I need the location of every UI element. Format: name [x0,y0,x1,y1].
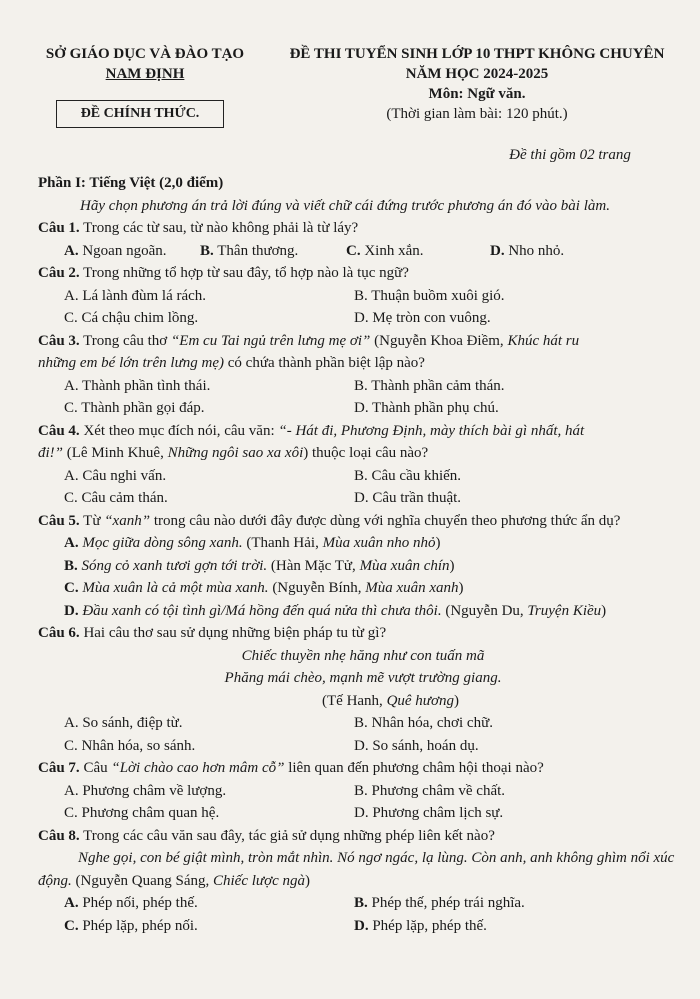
q3-options-row1 [38,375,688,398]
q1-label: Câu 1. [38,220,80,236]
q6-options-row2 [38,735,688,758]
time-limit: (Thời gian làm bài: 120 phút.) [386,106,568,122]
q2-options-row2 [38,307,688,330]
q8-option-d: D. Phép lặp, phép thế. [354,917,487,934]
q4-option-a: A. Câu nghi vấn. [64,467,167,484]
poem-line-1: Chiếc thuyền nhẹ hăng như con tuấn mã [241,647,485,664]
q8-passage: Nghe gọi, con bé giật mình, tròn mắt nhìn. Nó ngơ ngác, lạ lùng. Còn anh, anh không ghìm nổi xúc động. (Nguyễn Quang Sáng, Chiếc lược ngà) [38,850,675,889]
question-6: Câu 6. Hai câu thơ sau sử dụng những biện pháp tu từ gì? [38,625,387,641]
q8-option-c: C. Phép lặp, phép nối. [64,917,198,934]
q1-option-b: B. Thân thương. [200,242,299,259]
question-8: Câu 8. Trong các câu văn sau đây, tác giả sử dụng những phép liên kết nào? [38,827,495,844]
q8-option-b: B. Phép thế, phép trái nghĩa. [354,895,525,911]
header-right [262,44,692,124]
q1-options [38,240,688,263]
question-4: Câu 4. Xét theo mục đích nói, câu văn: “- Hát đi, Phương Định, mày thích bài gì nhất, hát [38,422,585,439]
q4-options-row1 [38,465,688,488]
q3-option-c: C. Thành phần gọi đáp. [64,400,205,416]
q7-options-row1 [38,780,688,803]
department-name: SỞ GIÁO DỤC VÀ ĐÀO TẠO [45,46,245,62]
page-count-note: Đề thi gồm 02 trang [509,147,631,163]
question-3: Câu 3. Trong câu thơ “Em cu Tai ngủ trên lưng mẹ ơi” (Nguyễn Khoa Điềm, Khúc hát ru [38,332,580,349]
q3-option-a: A. Thành phần tình thái. [64,377,211,394]
q5-option-a: A. Mọc giữa dòng sông xanh. (Thanh Hải, Mùa xuân nho nhỏ) [64,535,441,551]
q7-option-d: D. Phương châm lịch sự. [354,805,504,821]
poem-line-2: Phăng mái chèo, mạnh mẽ vượt trường giang. [224,670,502,686]
q6-option-c: C. Nhân hóa, so sánh. [64,737,196,754]
poem-source: (Tế Hanh, Quê hương) [322,692,459,709]
part1-instruction: Hãy chọn phương án trả lời đúng và viết chữ cái đứng trước phương án đó vào bài làm. [80,197,610,214]
q6-option-a: A. So sánh, điệp từ. [64,715,183,731]
q6-option-b: B. Nhân hóa, chơi chữ. [354,715,493,731]
header-left [30,44,260,84]
q2-option-b: B. Thuận buồm xuôi gió. [354,287,505,304]
question-3-cont: những em bé lớn trên lưng mẹ) có chứa thành phần biệt lập nào? [38,355,425,371]
q5-option-b: B. Sóng cỏ xanh tươi gợn tới trời. (Hàn Mặc Tử, Mùa xuân chín) [64,557,455,574]
exam-body [38,172,688,937]
part1-title: Phần I: Tiếng Việt (2,0 điểm) [38,175,224,191]
q4-options-row2 [38,487,688,510]
question-4-cont: đi!” (Lê Minh Khuê, Những ngôi sao xa xôi) thuộc loại câu nào? [38,445,429,461]
q7-option-c: C. Phương châm quan hệ. [64,805,220,821]
q3-option-d: D. Thành phần phụ chú. [354,400,499,416]
school-year: NĂM HỌC 2024-2025 [405,66,549,82]
q5-option-c: C. Mùa xuân là cả một mùa xanh. (Nguyễn Bính, Mùa xuân xanh) [64,580,464,596]
q8-option-a: A. Phép nối, phép thế. [64,895,198,911]
q4-option-c: C. Câu cảm thán. [64,490,168,506]
q8-options-row1 [38,892,688,915]
q1-option-a: A. Ngoan ngoãn. [64,242,167,259]
q7-options-row2 [38,802,688,825]
q7-option-a: A. Phương châm về lượng. [64,782,227,799]
q5-option-d: D. Đầu xanh có tội tình gì/Má hồng đến quá nửa thì chưa thôi. (Nguyễn Du, Truyện Kiều) [64,602,607,619]
official-stamp-box: ĐỀ CHÍNH THỨC. [56,100,224,128]
subject: Môn: Ngữ văn. [428,86,526,102]
q7-option-b: B. Phương châm về chất. [354,782,506,799]
q6-option-d: D. So sánh, hoán dụ. [354,737,479,754]
q2-option-c: C. Cá chậu chim lồng. [64,310,199,326]
q3-options-row2 [38,397,688,420]
q4-option-d: D. Câu trần thuật. [354,490,462,506]
q8-options-row2 [38,915,688,938]
q1-option-c: C. Xinh xắn. [346,242,424,259]
question-2: Câu 2. Trong những tổ hợp từ sau đây, tổ hợp nào là tục ngữ? [38,265,409,281]
question-7: Câu 7. Câu “Lời chào cao hơn mâm cỗ” liên quan đến phương châm hội thoại nào? [38,760,544,776]
question-5: Câu 5. Từ “xanh” trong câu nào dưới đây được dùng với nghĩa chuyển theo phương thức ẩn dụ? [38,512,621,529]
q6-options-row1 [38,712,688,735]
exam-title: ĐỀ THI TUYỂN SINH LỚP 10 THPT KHÔNG CHUYÊN [289,46,665,62]
q2-options-row1 [38,285,688,308]
q2-option-d: D. Mẹ tròn con vuông. [354,310,491,326]
q4-option-b: B. Câu cầu khiến. [354,467,462,484]
province-name: NAM ĐỊNH [105,66,185,82]
question-1 [38,217,688,240]
q3-option-b: B. Thành phần cảm thán. [354,377,505,394]
q1-option-d: D. Nho nhỏ. [490,242,565,259]
q1-text: Trong các từ sau, từ nào không phải là từ láy? [79,220,359,236]
q2-option-a: A. Lá lành đùm lá rách. [64,287,207,304]
